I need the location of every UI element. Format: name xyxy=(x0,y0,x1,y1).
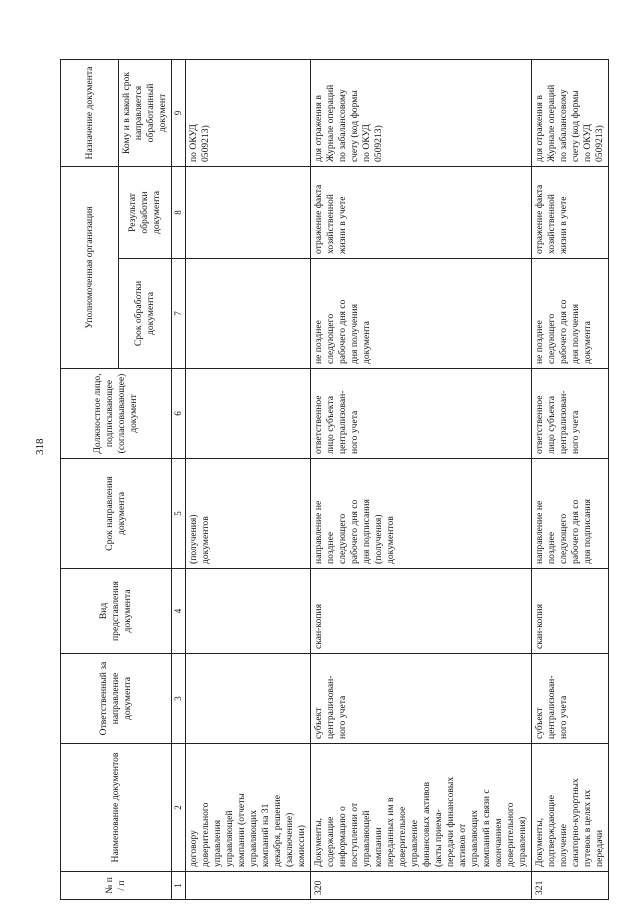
column-number: 8 xyxy=(171,167,185,259)
row-official: ответственное лицо субъекта централизован- ного учета xyxy=(531,369,608,459)
table-row xyxy=(186,60,311,900)
row-doc-name: Документы, содержащие информацию о поступлении от управляющей компании переданных им в доверительное управление финансовых активов (акты приема- передачи финансовых активов от управляющих компаний в связи с окончанием доверительного управления) xyxy=(311,744,532,872)
header-group-org: Уполномоченная организация xyxy=(61,167,119,369)
row-proc-term xyxy=(186,259,311,369)
row-official: ответственное лицо субъекта централизован- ного учета xyxy=(311,369,532,459)
row-doc-name: Документы, подтверждающие получение санаторно-курортных путевок в целях их передачи xyxy=(531,744,608,872)
column-number: 5 xyxy=(171,459,185,569)
row-term: (получения) документов xyxy=(186,459,311,569)
page-number: 318 xyxy=(34,438,46,455)
row-proc-term: не позднее следующего рабочего дня со дня получения документа xyxy=(531,259,608,369)
row-num: 321 xyxy=(531,872,608,900)
header-num: № п / п xyxy=(61,872,172,900)
rotated-table-wrapper xyxy=(60,60,620,900)
documents-table xyxy=(60,59,609,900)
row-view xyxy=(186,569,311,654)
row-doc-name: договору доверительного управления управляющей компании (отчеты управляющих компаний на 31 декабря, решение (заключение) комиссии) xyxy=(186,744,311,872)
column-number: 4 xyxy=(171,569,185,654)
column-number: 3 xyxy=(171,654,185,744)
column-number: 2 xyxy=(171,744,185,872)
table-row xyxy=(311,60,532,900)
header-result: Результат обработки документа xyxy=(119,167,172,259)
row-term: направление не позднее следующего рабочего дня со дня подписания (получения) документов xyxy=(311,459,532,569)
row-result xyxy=(186,167,311,259)
header-dest: Кому и в какой срок направляется обработанный документ xyxy=(119,60,172,167)
row-proc-term: не позднее следующего рабочего дня со дня получения документа xyxy=(311,259,532,369)
header-group-dest: Назначение документа xyxy=(61,60,119,167)
header-view: Вид представления документа xyxy=(61,569,172,654)
row-dest: для отражения в Журнале операций по забалансовому счету (код формы по ОКУД 0509213) xyxy=(531,60,608,167)
row-term: направление не позднее следующего рабочего дня со дня подписания xyxy=(531,459,608,569)
row-result: отражение факта хозяйственной жизни в учете xyxy=(531,167,608,259)
row-result: отражение факта хозяйственной жизни в учете xyxy=(311,167,532,259)
row-view: скан-копия xyxy=(531,569,608,654)
table-row xyxy=(531,60,608,900)
column-number-row xyxy=(171,60,185,900)
row-responsible xyxy=(186,654,311,744)
row-dest: для отражения в Журнале операций по забалансовому счету (код формы по ОКУД 0509213) xyxy=(311,60,532,167)
row-responsible: субъект централизован- ного учета xyxy=(311,654,532,744)
row-view: скан-копия xyxy=(311,569,532,654)
header-doc-name: Наименование документов xyxy=(61,744,172,872)
row-dest: по ОКУД 0509213) xyxy=(186,60,311,167)
column-number: 6 xyxy=(171,369,185,459)
column-number: 1 xyxy=(171,872,185,900)
row-num: 320 xyxy=(311,872,532,900)
header-official: Должностное лицо, подписывающее (согласовывающее) документ xyxy=(61,369,172,459)
header-term: Срок направления документа xyxy=(61,459,172,569)
column-number: 7 xyxy=(171,259,185,369)
header-responsible: Ответственный за направление документа xyxy=(61,654,172,744)
row-official xyxy=(186,369,311,459)
column-number: 9 xyxy=(171,60,185,167)
row-num xyxy=(186,872,311,900)
row-responsible: субъект централизован- ного учета xyxy=(531,654,608,744)
header-proc-term: Срок обработки документа xyxy=(119,259,172,369)
